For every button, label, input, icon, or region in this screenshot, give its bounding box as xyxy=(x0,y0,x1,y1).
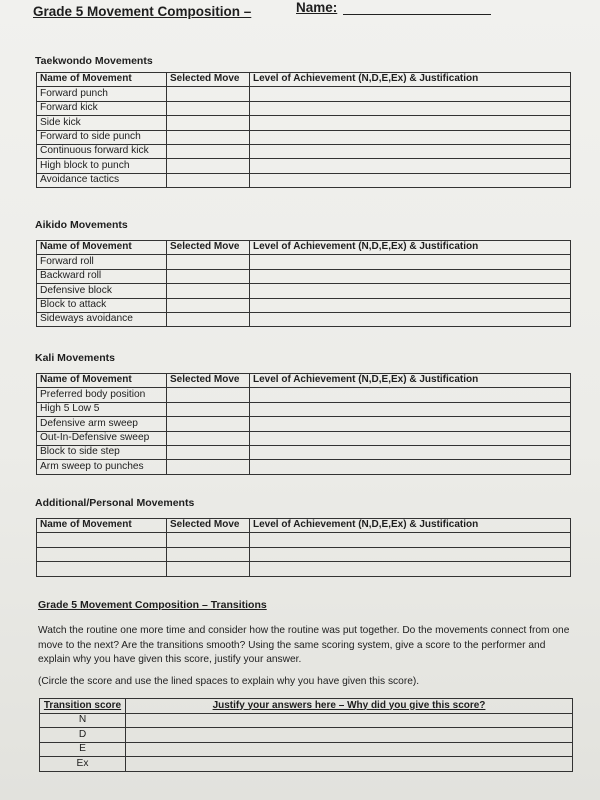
col-level-header: Level of Achievement (N,D,E,Ex) & Justification xyxy=(250,241,571,255)
selected-cell[interactable] xyxy=(167,547,250,561)
transition-score-option[interactable]: Ex xyxy=(40,757,126,772)
selected-move-cell[interactable] xyxy=(167,130,250,144)
name-write-line[interactable] xyxy=(343,14,491,15)
table-row xyxy=(37,547,571,561)
movement-name-cell: Defensive block xyxy=(37,284,167,298)
table-row xyxy=(37,312,571,326)
achievement-cell[interactable] xyxy=(250,460,571,474)
col-justify-header: Justify your answers here – Why did you give this score? xyxy=(126,699,573,714)
movement-name-cell: High 5 Low 5 xyxy=(37,402,167,416)
aikido-rows xyxy=(37,255,571,327)
kali-table xyxy=(36,373,571,475)
table-row xyxy=(40,728,573,743)
achievement-cell[interactable] xyxy=(250,445,571,459)
table-row xyxy=(37,255,571,269)
table-row xyxy=(37,116,571,130)
movement-name-cell: Sideways avoidance xyxy=(37,312,167,326)
selected-move-cell[interactable] xyxy=(167,255,250,269)
selected-move-cell[interactable] xyxy=(167,144,250,158)
col-selected-header: Selected Move xyxy=(167,519,250,533)
movement-name-cell: Block to side step xyxy=(37,445,167,459)
transition-score-option[interactable]: E xyxy=(40,742,126,757)
table-row xyxy=(37,460,571,474)
name-cell[interactable] xyxy=(37,533,167,547)
table-row xyxy=(37,417,571,431)
table-row xyxy=(40,757,573,772)
selected-move-cell[interactable] xyxy=(167,159,250,173)
table-row xyxy=(37,284,571,298)
name-cell[interactable] xyxy=(37,547,167,561)
kali-heading: Kali Movements xyxy=(35,352,115,364)
movement-name-cell: Defensive arm sweep xyxy=(37,417,167,431)
movement-name-cell: Arm sweep to punches xyxy=(37,460,167,474)
movement-name-cell: Preferred body position xyxy=(37,388,167,402)
aikido-heading: Aikido Movements xyxy=(35,219,128,231)
transitions-note: (Circle the score and use the lined spaces to explain why you have given this score). xyxy=(38,676,420,687)
achievement-cell[interactable] xyxy=(250,431,571,445)
selected-move-cell[interactable] xyxy=(167,101,250,115)
table-row xyxy=(37,101,571,115)
transitions-instructions: Watch the routine one more time and consider how the routine was put together. Do the movements connect from one move to the next? Are the transitions smooth? Using the same scoring system, give a score to the performer and explain why you have given this score, justify your answer. xyxy=(38,625,570,665)
selected-cell[interactable] xyxy=(167,533,250,547)
achievement-cell[interactable] xyxy=(250,159,571,173)
table-row xyxy=(37,402,571,416)
kali-rows xyxy=(37,388,571,474)
achievement-cell[interactable] xyxy=(250,116,571,130)
justification-cell[interactable] xyxy=(126,742,573,757)
achievement-cell[interactable] xyxy=(250,144,571,158)
achievement-cell[interactable] xyxy=(250,417,571,431)
table-row xyxy=(37,269,571,283)
col-name-header: Name of Movement xyxy=(37,73,167,87)
table-row xyxy=(37,445,571,459)
achievement-cell[interactable] xyxy=(250,173,571,187)
table-header-row xyxy=(37,241,571,255)
table-row xyxy=(37,173,571,187)
taekwondo-rows xyxy=(37,87,571,188)
movement-name-cell: Out-In-Defensive sweep xyxy=(37,431,167,445)
selected-move-cell[interactable] xyxy=(167,173,250,187)
level-cell[interactable] xyxy=(250,547,571,561)
name-label: Name: xyxy=(296,0,338,15)
achievement-cell[interactable] xyxy=(250,87,571,101)
achievement-cell[interactable] xyxy=(250,101,571,115)
col-level-header: Level of Achievement (N,D,E,Ex) & Justification xyxy=(250,519,571,533)
movement-name-cell: Backward roll xyxy=(37,269,167,283)
achievement-cell[interactable] xyxy=(250,284,571,298)
transition-score-option[interactable]: D xyxy=(40,728,126,743)
movement-name-cell: Forward to side punch xyxy=(37,130,167,144)
selected-move-cell[interactable] xyxy=(167,388,250,402)
table-row xyxy=(37,388,571,402)
movement-name-cell: High block to punch xyxy=(37,159,167,173)
movement-name-cell: Forward punch xyxy=(37,87,167,101)
selected-move-cell[interactable] xyxy=(167,116,250,130)
transition-rows xyxy=(40,713,573,771)
achievement-cell[interactable] xyxy=(250,130,571,144)
col-selected-header: Selected Move xyxy=(167,374,250,388)
additional-table xyxy=(36,518,571,577)
table-row xyxy=(37,533,571,547)
justification-cell[interactable] xyxy=(126,728,573,743)
taekwondo-table xyxy=(36,72,571,188)
achievement-cell[interactable] xyxy=(250,388,571,402)
movement-name-cell: Side kick xyxy=(37,116,167,130)
table-header-row xyxy=(40,699,573,714)
level-cell[interactable] xyxy=(250,562,571,576)
col-level-header: Level of Achievement (N,D,E,Ex) & Justification xyxy=(250,374,571,388)
selected-move-cell[interactable] xyxy=(167,269,250,283)
selected-move-cell[interactable] xyxy=(167,431,250,445)
table-row xyxy=(37,159,571,173)
page-title: Grade 5 Movement Composition – xyxy=(33,4,252,19)
col-selected-header: Selected Move xyxy=(167,73,250,87)
level-cell[interactable] xyxy=(250,533,571,547)
table-row xyxy=(37,562,571,576)
movement-name-cell: Forward roll xyxy=(37,255,167,269)
selected-cell[interactable] xyxy=(167,562,250,576)
selected-move-cell[interactable] xyxy=(167,284,250,298)
col-score-header: Transition score xyxy=(40,699,126,714)
movement-name-cell: Avoidance tactics xyxy=(37,173,167,187)
transitions-table xyxy=(39,698,573,772)
achievement-cell[interactable] xyxy=(250,269,571,283)
achievement-cell[interactable] xyxy=(250,402,571,416)
selected-move-cell[interactable] xyxy=(167,402,250,416)
table-header-row xyxy=(37,519,571,533)
col-name-header: Name of Movement xyxy=(37,519,167,533)
table-row xyxy=(37,431,571,445)
table-row xyxy=(37,87,571,101)
name-cell[interactable] xyxy=(37,562,167,576)
movement-name-cell: Forward kick xyxy=(37,101,167,115)
table-row xyxy=(37,144,571,158)
col-selected-header: Selected Move xyxy=(167,241,250,255)
selected-move-cell[interactable] xyxy=(167,460,250,474)
table-row xyxy=(40,742,573,757)
selected-move-cell[interactable] xyxy=(167,298,250,312)
achievement-cell[interactable] xyxy=(250,298,571,312)
movement-name-cell: Continuous forward kick xyxy=(37,144,167,158)
transition-score-option[interactable]: N xyxy=(40,713,126,728)
achievement-cell[interactable] xyxy=(250,312,571,326)
justification-cell[interactable] xyxy=(126,757,573,772)
selected-move-cell[interactable] xyxy=(167,312,250,326)
justification-cell[interactable] xyxy=(126,713,573,728)
transitions-heading: Grade 5 Movement Composition – Transitions xyxy=(38,599,267,611)
table-header-row xyxy=(37,73,571,87)
table-row xyxy=(40,713,573,728)
col-name-header: Name of Movement xyxy=(37,374,167,388)
selected-move-cell[interactable] xyxy=(167,417,250,431)
table-header-row xyxy=(37,374,571,388)
taekwondo-heading: Taekwondo Movements xyxy=(35,55,153,67)
selected-move-cell[interactable] xyxy=(167,87,250,101)
aikido-table xyxy=(36,240,571,327)
achievement-cell[interactable] xyxy=(250,255,571,269)
table-row xyxy=(37,130,571,144)
col-name-header: Name of Movement xyxy=(37,241,167,255)
additional-heading: Additional/Personal Movements xyxy=(35,497,195,509)
table-row xyxy=(37,298,571,312)
selected-move-cell[interactable] xyxy=(167,445,250,459)
col-level-header: Level of Achievement (N,D,E,Ex) & Justification xyxy=(250,73,571,87)
movement-name-cell: Block to attack xyxy=(37,298,167,312)
